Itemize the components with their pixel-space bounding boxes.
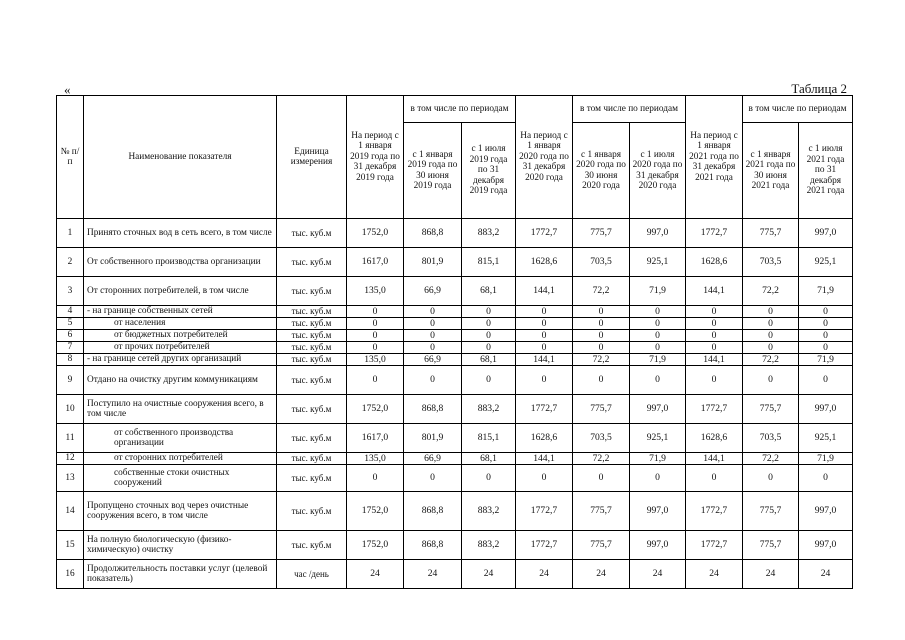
row-value: 135,0	[347, 277, 404, 306]
row-value: 0	[630, 330, 686, 342]
row-number: 9	[57, 366, 84, 395]
row-value: 1628,6	[516, 248, 573, 277]
row-unit: тыс. куб.м	[277, 248, 347, 277]
row-value: 0	[799, 342, 853, 354]
row-value: 0	[347, 465, 404, 492]
row-value: 71,9	[799, 354, 853, 366]
table-row	[57, 560, 853, 589]
row-value: 925,1	[630, 424, 686, 453]
row-value: 0	[573, 330, 630, 342]
row-value: 1772,7	[516, 395, 573, 424]
header-h2-2020: с 1 июля 2020 года по 31 декабря 2020 года	[630, 123, 686, 219]
row-value: 997,0	[799, 219, 853, 248]
row-indicator-name: Пропущено сточных вод через очистные сооружения всего, в том числе	[84, 492, 277, 531]
row-value: 71,9	[630, 277, 686, 306]
row-value: 1617,0	[347, 248, 404, 277]
row-value: 144,1	[686, 277, 743, 306]
row-value: 801,9	[404, 424, 462, 453]
row-unit: тыс. куб.м	[277, 330, 347, 342]
row-value: 775,7	[573, 395, 630, 424]
row-value: 775,7	[743, 395, 799, 424]
row-value: 775,7	[743, 531, 799, 560]
row-value: 68,1	[462, 453, 516, 465]
row-number: 7	[57, 342, 84, 354]
table-row	[57, 354, 853, 366]
row-value: 0	[462, 318, 516, 330]
header-period-2020: На период с 1 января 2020 года по 31 декабря 2020 года	[516, 96, 573, 219]
row-value: 72,2	[743, 277, 799, 306]
table-row	[57, 248, 853, 277]
row-value: 24	[347, 560, 404, 589]
table-body	[57, 219, 853, 589]
table-row	[57, 492, 853, 531]
row-value: 0	[743, 342, 799, 354]
table-row	[57, 453, 853, 465]
row-value: 0	[462, 465, 516, 492]
row-value: 0	[462, 330, 516, 342]
row-unit: тыс. куб.м	[277, 342, 347, 354]
row-value: 0	[799, 306, 853, 318]
header-unit: Единица измерения	[277, 96, 347, 219]
row-value: 0	[347, 330, 404, 342]
row-value: 1772,7	[686, 531, 743, 560]
row-unit: тыс. куб.м	[277, 492, 347, 531]
row-indicator-name: собственные стоки очистных сооружений	[84, 465, 277, 492]
row-indicator-name: от прочих потребителей	[84, 342, 277, 354]
row-unit: тыс. куб.м	[277, 424, 347, 453]
row-unit: час /день	[277, 560, 347, 589]
row-value: 1772,7	[686, 219, 743, 248]
row-value: 24	[516, 560, 573, 589]
row-value: 925,1	[630, 248, 686, 277]
row-value: 997,0	[799, 395, 853, 424]
row-value: 0	[799, 366, 853, 395]
row-unit: тыс. куб.м	[277, 318, 347, 330]
row-unit: тыс. куб.м	[277, 354, 347, 366]
row-value: 0	[630, 465, 686, 492]
row-value: 66,9	[404, 354, 462, 366]
row-unit: тыс. куб.м	[277, 395, 347, 424]
table-row	[57, 330, 853, 342]
header-including-2019: в том числе по периодам	[404, 96, 516, 123]
row-value: 925,1	[799, 248, 853, 277]
row-value: 0	[516, 306, 573, 318]
row-value: 0	[347, 306, 404, 318]
opening-quote-mark: «	[64, 82, 71, 97]
row-value: 1628,6	[686, 248, 743, 277]
row-value: 0	[743, 366, 799, 395]
row-value: 0	[404, 330, 462, 342]
row-value: 0	[462, 306, 516, 318]
header-h1-2020: с 1 января 2020 года по 30 июня 2020 года	[573, 123, 630, 219]
row-value: 0	[743, 465, 799, 492]
table-row	[57, 219, 853, 248]
table-header	[57, 96, 853, 219]
row-value: 997,0	[630, 219, 686, 248]
row-unit: тыс. куб.м	[277, 306, 347, 318]
row-indicator-name: от собственного производства организации	[84, 424, 277, 453]
row-value: 1772,7	[686, 395, 743, 424]
row-value: 997,0	[630, 395, 686, 424]
row-value: 68,1	[462, 277, 516, 306]
row-value: 883,2	[462, 219, 516, 248]
row-value: 0	[462, 366, 516, 395]
row-indicator-name: от сторонних потребителей	[84, 453, 277, 465]
row-value: 24	[743, 560, 799, 589]
row-value: 24	[462, 560, 516, 589]
row-value: 775,7	[573, 219, 630, 248]
row-value: 1628,6	[516, 424, 573, 453]
header-h1-2021: с 1 января 2021 года по 30 июня 2021 года	[743, 123, 799, 219]
header-h2-2019: с 1 июля 2019 года по 31 декабря 2019 года	[462, 123, 516, 219]
table-row	[57, 306, 853, 318]
row-value: 1772,7	[516, 531, 573, 560]
header-period-2019: На период с 1 января 2019 года по 31 декабря 2019 года	[347, 96, 404, 219]
row-number: 12	[57, 453, 84, 465]
header-h1-2019: с 1 января 2019 года по 30 июня 2019 года	[404, 123, 462, 219]
row-value: 1772,7	[516, 219, 573, 248]
header-period-2021: На период с 1 января 2021 года по 31 декабря 2021 года	[686, 96, 743, 219]
row-value: 925,1	[799, 424, 853, 453]
row-value: 1752,0	[347, 219, 404, 248]
row-value: 868,8	[404, 531, 462, 560]
row-value: 0	[630, 366, 686, 395]
row-value: 135,0	[347, 453, 404, 465]
row-value: 775,7	[743, 492, 799, 531]
row-value: 66,9	[404, 453, 462, 465]
row-value: 0	[799, 318, 853, 330]
row-value: 703,5	[743, 424, 799, 453]
row-value: 0	[404, 366, 462, 395]
table-row	[57, 277, 853, 306]
row-value: 1752,0	[347, 395, 404, 424]
row-indicator-name: От собственного производства организации	[84, 248, 277, 277]
row-value: 0	[799, 330, 853, 342]
row-value: 144,1	[516, 453, 573, 465]
row-value: 24	[630, 560, 686, 589]
table-row	[57, 465, 853, 492]
row-value: 1628,6	[686, 424, 743, 453]
table-row	[57, 342, 853, 354]
row-indicator-name: Поступило на очистные сооружения всего, в том числе	[84, 395, 277, 424]
row-value: 801,9	[404, 248, 462, 277]
row-number: 2	[57, 248, 84, 277]
row-indicator-name: От сторонних потребителей, в том числе	[84, 277, 277, 306]
row-value: 815,1	[462, 424, 516, 453]
row-value: 0	[516, 342, 573, 354]
row-indicator-name: от бюджетных потребителей	[84, 330, 277, 342]
row-value: 0	[630, 306, 686, 318]
row-value: 72,2	[743, 354, 799, 366]
row-value: 71,9	[630, 354, 686, 366]
row-number: 3	[57, 277, 84, 306]
row-value: 775,7	[743, 219, 799, 248]
row-indicator-name: Отдано на очистку другим коммуникациям	[84, 366, 277, 395]
row-indicator-name: от населения	[84, 318, 277, 330]
row-value: 71,9	[799, 453, 853, 465]
row-value: 72,2	[573, 354, 630, 366]
row-value: 24	[573, 560, 630, 589]
row-value: 0	[799, 465, 853, 492]
row-value: 68,1	[462, 354, 516, 366]
row-value: 0	[573, 318, 630, 330]
row-value: 0	[573, 465, 630, 492]
row-value: 135,0	[347, 354, 404, 366]
row-value: 703,5	[573, 424, 630, 453]
row-value: 71,9	[799, 277, 853, 306]
table-title: Таблица 2	[791, 81, 847, 96]
row-indicator-name: Принято сточных вод в сеть всего, в том числе	[84, 219, 277, 248]
header-indicator-name: Наименование показателя	[84, 96, 277, 219]
row-value: 0	[630, 342, 686, 354]
header-including-2021: в том числе по периодам	[743, 96, 853, 123]
row-value: 0	[516, 465, 573, 492]
row-value: 144,1	[516, 354, 573, 366]
row-value: 0	[686, 318, 743, 330]
row-number: 16	[57, 560, 84, 589]
row-unit: тыс. куб.м	[277, 453, 347, 465]
row-number: 6	[57, 330, 84, 342]
row-unit: тыс. куб.м	[277, 366, 347, 395]
row-value: 0	[630, 318, 686, 330]
row-indicator-name: Продолжительность поставки услуг (целевой показатель)	[84, 560, 277, 589]
row-number: 15	[57, 531, 84, 560]
row-value: 0	[573, 342, 630, 354]
row-value: 144,1	[516, 277, 573, 306]
row-number: 8	[57, 354, 84, 366]
data-table	[56, 95, 853, 589]
row-value: 0	[686, 306, 743, 318]
header-h2-2021: с 1 июля 2021 года по 31 декабря 2021 года	[799, 123, 853, 219]
row-value: 997,0	[630, 531, 686, 560]
row-number: 1	[57, 219, 84, 248]
row-unit: тыс. куб.м	[277, 277, 347, 306]
row-value: 0	[347, 318, 404, 330]
row-value: 0	[573, 306, 630, 318]
row-value: 144,1	[686, 453, 743, 465]
row-value: 66,9	[404, 277, 462, 306]
row-value: 24	[799, 560, 853, 589]
row-number: 10	[57, 395, 84, 424]
row-value: 0	[686, 342, 743, 354]
row-value: 24	[404, 560, 462, 589]
row-unit: тыс. куб.м	[277, 465, 347, 492]
row-value: 868,8	[404, 395, 462, 424]
row-value: 0	[516, 318, 573, 330]
row-value: 0	[347, 366, 404, 395]
row-unit: тыс. куб.м	[277, 531, 347, 560]
row-value: 775,7	[573, 492, 630, 531]
row-value: 0	[686, 465, 743, 492]
table-row	[57, 366, 853, 395]
row-indicator-name: На полную биологическую (физико-химическую) очистку	[84, 531, 277, 560]
row-value: 997,0	[799, 492, 853, 531]
row-value: 0	[743, 318, 799, 330]
row-value: 997,0	[630, 492, 686, 531]
row-value: 883,2	[462, 531, 516, 560]
row-value: 0	[347, 342, 404, 354]
row-value: 703,5	[573, 248, 630, 277]
row-unit: тыс. куб.м	[277, 219, 347, 248]
row-number: 11	[57, 424, 84, 453]
row-value: 72,2	[573, 277, 630, 306]
row-value: 0	[516, 330, 573, 342]
table-row	[57, 531, 853, 560]
row-value: 71,9	[630, 453, 686, 465]
header-number: № п/п	[57, 96, 84, 219]
table-row	[57, 318, 853, 330]
row-value: 0	[404, 465, 462, 492]
row-value: 1617,0	[347, 424, 404, 453]
row-value: 0	[516, 366, 573, 395]
row-value: 144,1	[686, 354, 743, 366]
row-value: 1772,7	[516, 492, 573, 531]
row-value: 883,2	[462, 492, 516, 531]
row-number: 5	[57, 318, 84, 330]
header-including-2020: в том числе по периодам	[573, 96, 686, 123]
row-value: 997,0	[799, 531, 853, 560]
row-number: 4	[57, 306, 84, 318]
row-value: 0	[686, 330, 743, 342]
row-number: 14	[57, 492, 84, 531]
row-value: 72,2	[573, 453, 630, 465]
row-value: 868,8	[404, 219, 462, 248]
row-indicator-name: - на границе сетей других организаций	[84, 354, 277, 366]
table-row	[57, 424, 853, 453]
row-value: 0	[404, 306, 462, 318]
row-number: 13	[57, 465, 84, 492]
row-value: 703,5	[743, 248, 799, 277]
row-value: 0	[743, 330, 799, 342]
row-value: 24	[686, 560, 743, 589]
row-value: 868,8	[404, 492, 462, 531]
row-value: 775,7	[573, 531, 630, 560]
row-value: 72,2	[743, 453, 799, 465]
row-value: 883,2	[462, 395, 516, 424]
row-value: 1772,7	[686, 492, 743, 531]
table-row	[57, 395, 853, 424]
row-indicator-name: - на границе собственных сетей	[84, 306, 277, 318]
row-value: 1752,0	[347, 492, 404, 531]
row-value: 0	[462, 342, 516, 354]
row-value: 0	[404, 318, 462, 330]
row-value: 1752,0	[347, 531, 404, 560]
row-value: 0	[743, 306, 799, 318]
row-value: 0	[573, 366, 630, 395]
row-value: 0	[686, 366, 743, 395]
row-value: 815,1	[462, 248, 516, 277]
row-value: 0	[404, 342, 462, 354]
